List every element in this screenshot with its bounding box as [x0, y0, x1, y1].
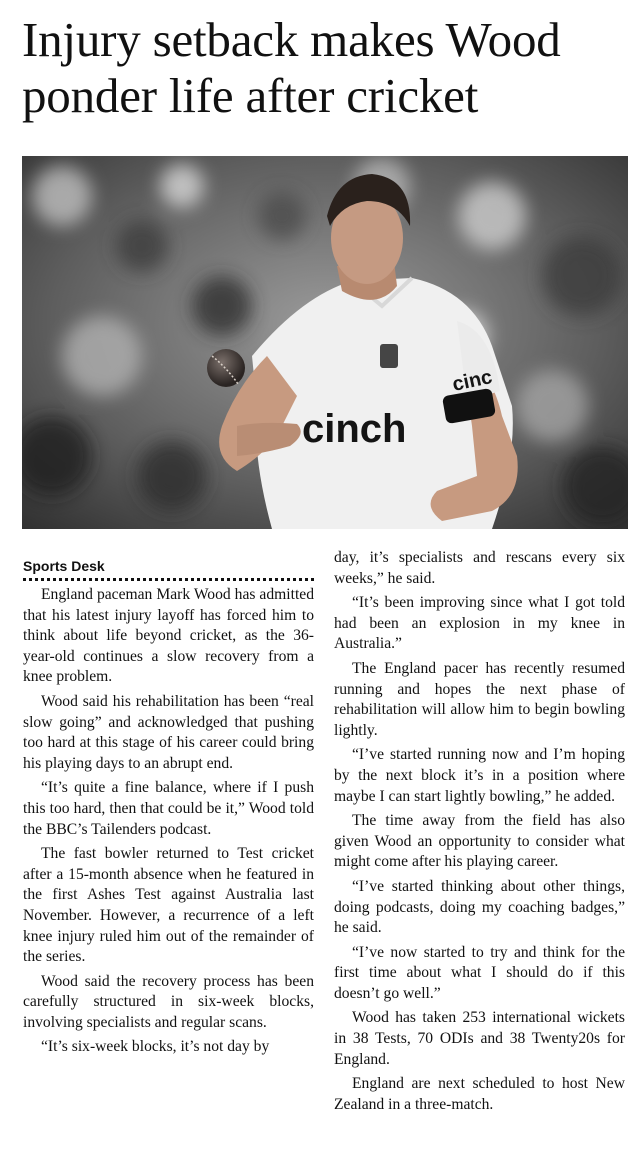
- paragraph: “It’s six-week blocks, it’s not day by: [41, 1038, 270, 1056]
- paragraph: “It’s been improving since what I got told had been an explosion in my knee in Australia.”: [334, 594, 625, 653]
- article-column-right: [334, 548, 625, 1119]
- paragraph: Wood said his rehabilitation has been “real slow going” and acknowledged that pushing too hard at this stage of his career could bring his playing days to an abrupt end.: [23, 692, 314, 772]
- paragraph: The England pacer has recently resumed running and hopes the next phase of rehabilitation will allow him to begin bowling lightly.: [334, 659, 625, 739]
- paragraph: England are next scheduled to host New Zealand in a three-match.: [334, 1075, 625, 1113]
- paragraph: England paceman Mark Wood has admitted that his latest injury layoff has forced him to think about life beyond cricket, as the 36-year-old continues a slow recovery from a knee problem.: [23, 586, 314, 686]
- paragraph-continuation: day, it’s specialists and rescans every six weeks,” he said.: [334, 549, 625, 587]
- paragraph: “I’ve started thinking about other things, doing podcasts, doing my coaching badges,” he said.: [334, 877, 625, 937]
- paragraph: The time away from the field has also given Wood an opportunity to consider what might come after his playing career.: [334, 812, 625, 871]
- paragraph: Wood has taken 253 international wickets in 38 Tests, 70 ODIs and 38 Twenty20s for England.: [334, 1009, 625, 1068]
- paragraph: “It’s quite a fine balance, where if I push this too hard, then that could be it,” Wood told the BBC’s Tailenders podcast.: [23, 779, 314, 838]
- article-photo: [22, 156, 628, 529]
- article-column-left: [23, 556, 314, 1062]
- paragraph: “I’ve now started to try and think for the first time about what I should do if this doesn’t go well.”: [334, 943, 625, 1002]
- byline: Sports Desk: [23, 556, 314, 581]
- jersey-sponsor-text: cinch: [302, 407, 407, 451]
- sleeve-sponsor-text: cinc: [450, 366, 495, 396]
- paragraph: “I’ve started running now and I’m hoping by the next block it’s in a position where maybe I can start lightly bowling,” he added.: [334, 746, 625, 805]
- paragraph: Wood said the recovery process has been carefully structured in six-week blocks, involving specialists and regular scans.: [23, 972, 314, 1031]
- paragraph: The fast bowler returned to Test cricket after a 15-month absence when he featured in the first Ashes Test against Australia last November. However, a recurrence of a left knee injury ruled him out of the remainder of the series.: [23, 845, 314, 966]
- headline: Injury setback makes Wood ponder life after cricket: [22, 12, 561, 123]
